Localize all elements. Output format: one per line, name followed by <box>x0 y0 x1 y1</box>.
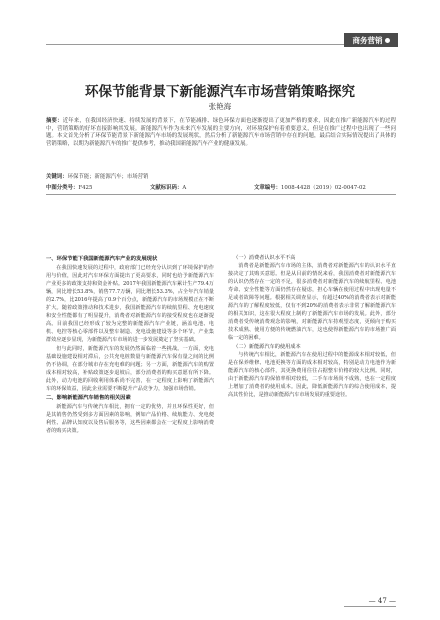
article-no-label: 文章编号： <box>254 185 281 191</box>
subsection-heading: （一）消费者认识水平不高 <box>233 255 296 261</box>
article-number <box>254 183 366 191</box>
body-column-left <box>46 254 214 435</box>
body-paragraph: 在我国快速发展的过程中，政府部门已经充分认识到了环境保护的作用与价值，因此对汽车环保方面提出了更高要求，同时也给予新能源汽车产业更多的政策支持和资金补贴。2017年我国新能源汽车累计生产79.4万辆，同比增长53.8%，销售77.7万辆，同比增长53.3%，占全年汽车销量的2.7%，比2016年提高了0.9个百分点，新能源汽车的市场规模正在不断扩大。随着政策推动和技术进步，我国新能源汽车的续航里程、充电速度和安全性能都有了明显提升，消费者对新能源汽车的接受程度也在逐渐提高。目前我国已经形成了较为完整的新能源汽车产业链，涵盖电池、电机、电控等核心零部件以及整车制造、充电设施建设等多个环节，产业集群效应逐步显现，为新能源汽车市场的进一步发展奠定了坚实基础。 <box>46 265 214 344</box>
article-author: 张艳海 <box>208 102 232 111</box>
abstract <box>46 118 396 148</box>
body-paragraph: 消费者是新能源汽车市场的主体，消费者对新能源汽车的认识水平直接决定了其购买意愿。但是从目前的情况来看，我国消费者对新能源汽车的认识仍然存在一定的不足，很多消费者对新能源汽车的续航里程、电池寿命、安全性能等方面仍然存在疑虑，担心车辆在使用过程中出现电量不足或者故障等问题。根据相关调查显示，有超过40%的消费者表示对新能源汽车的了解程度较低，仅有不到20%的消费者表示非常了解新能源汽车的相关知识，这在很大程度上制约了新能源汽车市场的发展。此外，部分消费者受传统消费观念的影响，对新能源汽车持观望态度，更倾向于购买技术成熟、使用方便的传统燃油汽车，这也使得新能源汽车的市场推广面临一定的困难。 <box>228 263 396 342</box>
body-paragraph: 但与此同时，新能源汽车的发展仍然面临着一些挑战。一方面，充电基础设施建设相对滞后，公共充电桩数量与新能源汽车保有量之间的比例仍不协调，在部分城市存在充电难的问题；另一方面，新能源汽车的购置成本相对较高，补贴政策逐步退坡后，部分消费者的购买意愿有所下降。此外，动力电池的回收利用体系尚不完善，在一定程度上影响了新能源汽车的环保效益，因此企业需要不断提升产品竞争力，加强市场营销。 <box>46 345 214 392</box>
keywords-label: 关键词： <box>46 174 68 180</box>
keywords-text: 环保节能；新能源汽车；市场营销 <box>67 174 149 180</box>
section-heading: 一、环保节能下我国新能源汽车产业的发展现状 <box>46 256 158 262</box>
body-paragraph: 新能源汽车与传统汽车相比，拥有一定的优势，并且环保性更好，但是其销售仍然受到多方面因素的影响，例如产品价格、续航能力、充电便利性、品牌认知度以及售后服务等，这些因素都会在一定程度上影响消费者的购买决策。 <box>46 403 214 434</box>
subsection-heading: （二）新能源汽车的使用成本 <box>233 343 301 350</box>
circle-icon <box>385 38 390 43</box>
clc-value: F425 <box>78 185 93 191</box>
body-column-right <box>228 254 396 399</box>
clc-label: 中图分类号： <box>46 185 79 191</box>
section-heading: 二、影响新能源汽车销售的相关因素 <box>46 394 131 401</box>
document-code <box>150 183 186 191</box>
column-tag <box>344 33 398 47</box>
doc-code-value: A <box>182 185 187 191</box>
abstract-label: 摘要： <box>46 118 63 124</box>
doc-code-label: 文献标识码： <box>150 185 183 191</box>
abstract-text: 近年来，在我国经济快速、持续发展的背景下，在节能减排、绿色环保方面也逐渐提出了更加严格的要求，因此在推广新能源汽车的过程中，营销策略的好坏直接影响其发展。新能源汽车作为未来汽车发展的主要方向，对环境保护有着重要意义，但是在推广过程中也出现了一些问题。本文首先分析了环保节能背景下新能源汽车市场的发展现状，然后分析了新能源汽车市场营销中存在的问题，最后结合实际情况提出了具体的营销策略，以期为新能源汽车的推广提供参考，推动我国新能源汽车产业的健康发展。 <box>46 118 396 147</box>
meta-rule <box>46 194 396 195</box>
keywords <box>46 172 396 180</box>
article-no-value: 1008-4428（2019）02-0047-02 <box>280 185 366 191</box>
article-title: 环保节能背景下新能源汽车市场营销策略探究 <box>85 84 355 100</box>
column-name: 商务营销 <box>352 35 383 45</box>
page-number: — 47 — <box>368 597 396 605</box>
footer-rule <box>344 606 396 607</box>
body-paragraph: 与传统汽车相比，新能源汽车在使用过程中的能源成本相对较低，但是在保养维修、电池更换等方面的成本相对较高，特别是动力电池作为新能源汽车的核心部件，其更换费用往往占据整车价格的较大比例。同时，由于新能源汽车的保值率相对较低，二手车市场尚不成熟，也在一定程度上增加了消费者的使用成本。因此，降低新能源汽车的综合使用成本，提高其性价比，是推动新能源汽车市场发展的重要途径。 <box>228 351 396 398</box>
clc-number <box>46 183 92 191</box>
